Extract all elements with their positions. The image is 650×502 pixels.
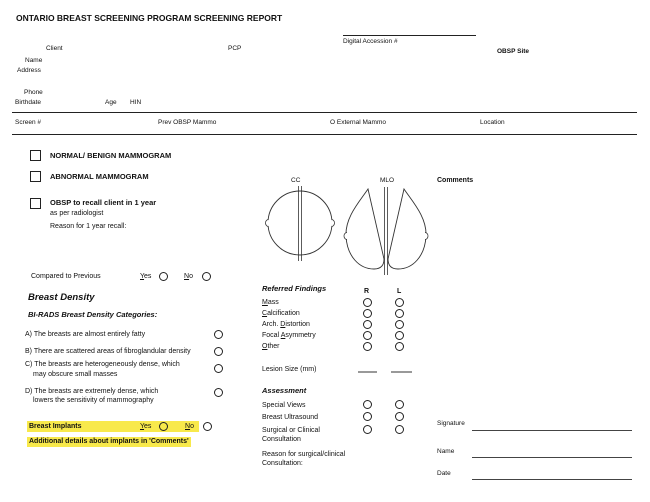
implants-yes-underline: Y	[140, 423, 145, 430]
finding-arch-distortion-left-radio[interactable]	[395, 320, 404, 329]
implants-yes-label	[140, 423, 151, 431]
screen-bar-bottom-rule	[12, 134, 637, 135]
density-option-b-radio[interactable]	[214, 347, 223, 356]
breast-density-title: Breast Density	[28, 292, 95, 303]
implants-yes-rest: es	[144, 423, 152, 430]
recall-checkbox[interactable]	[30, 198, 41, 209]
finding-arch-distortion-right-radio[interactable]	[363, 320, 372, 329]
surgical-consultation-right-radio[interactable]	[363, 425, 372, 434]
mlo-right-breast-outline	[388, 189, 426, 269]
finding-arch-distortion-rest: istortion	[285, 321, 310, 328]
prev-obsp-mammo-label: Prev OBSP Mammo	[158, 119, 217, 126]
abnormal-label: ABNORMAL MAMMOGRAM	[50, 172, 149, 181]
finding-mass-left-radio[interactable]	[395, 298, 404, 307]
finding-other-rest: ther	[267, 343, 280, 350]
lesion-size-right-field[interactable]	[358, 371, 377, 373]
implants-no-radio[interactable]	[203, 422, 212, 431]
density-option-c-radio[interactable]	[214, 364, 223, 373]
density-option-c-label-line1: C) The breasts are heterogeneously dense, which	[25, 361, 180, 368]
referred-left-column-header: L	[397, 288, 402, 295]
density-option-a-label: A) The breasts are almost entirely fatty	[25, 331, 146, 338]
referred-right-column-header: R	[364, 288, 370, 295]
compared-yes-underline: Y	[140, 273, 145, 280]
name-label: Name	[25, 57, 43, 64]
finding-focal-asymmetry-underline: A	[280, 332, 286, 339]
breast-ultrasound-left-radio[interactable]	[395, 412, 404, 421]
surgical-consultation-left-radio[interactable]	[395, 425, 404, 434]
implants-no-rest: o	[190, 423, 194, 430]
finding-focal-asymmetry-rest: symmetry	[285, 332, 316, 339]
density-option-d-radio[interactable]	[214, 388, 223, 397]
compared-yes-radio[interactable]	[159, 272, 168, 281]
age-label: Age	[105, 99, 117, 106]
finding-mass-label	[262, 299, 279, 307]
mlo-left-breast-outline	[346, 189, 384, 269]
surgical-consultation-label-line2: Consultation	[262, 436, 301, 443]
compared-to-previous-label: Compared to Previous	[31, 273, 101, 280]
birads-subtitle: BI-RADS Breast Density Categories:	[28, 310, 158, 319]
breast-implants-label: Breast Implants	[29, 423, 82, 430]
digital-accession-line[interactable]	[343, 35, 476, 36]
signature-line[interactable]	[472, 430, 632, 431]
finding-arch-distortion-label	[262, 321, 310, 329]
name-signoff-label: Name	[437, 448, 455, 455]
cc-breast-outline	[268, 191, 332, 255]
finding-mass-underline: M	[262, 299, 268, 306]
client-label: Client	[46, 45, 63, 52]
surgical-reason-label-line2: Consultation:	[262, 460, 303, 467]
finding-other-left-radio[interactable]	[395, 342, 404, 351]
location-label: Location	[480, 119, 505, 126]
compared-yes-label	[140, 273, 151, 281]
compared-no-underline: N	[184, 273, 190, 280]
compared-no-radio[interactable]	[202, 272, 211, 281]
compared-yes-rest: es	[144, 273, 152, 280]
screen-bar-top-rule	[12, 112, 637, 113]
normal-benign-checkbox[interactable]	[30, 150, 41, 161]
external-mammo-label: O External Mammo	[330, 119, 386, 126]
referred-findings-title: Referred Findings	[262, 284, 327, 293]
finding-other-right-radio[interactable]	[363, 342, 372, 351]
pcp-label: PCP	[228, 45, 242, 52]
hin-label: HIN	[130, 99, 142, 106]
special-views-label: Special Views	[262, 402, 306, 409]
implants-note: Additional details about implants in 'Comments'	[27, 437, 191, 447]
recall-label: OBSP to recall client in 1 year	[50, 198, 157, 207]
birthdate-label: Birthdate	[15, 99, 42, 106]
implants-no-label	[185, 423, 194, 431]
address-label: Address	[17, 67, 41, 74]
mammogram-diagrams	[255, 170, 445, 282]
finding-calcification-label	[262, 310, 300, 318]
density-option-b-label: B) There are scattered areas of fibroglandular density	[25, 348, 191, 355]
cc-left-nipple-marker	[266, 220, 269, 227]
date-line[interactable]	[472, 479, 632, 480]
recall-reason-label: Reason for 1 year recall:	[50, 223, 127, 230]
cc-right-nipple-marker	[332, 220, 335, 227]
finding-focal-asymmetry-left-radio[interactable]	[395, 331, 404, 340]
surgical-consultation-label-line1: Surgical or Clinical	[262, 427, 320, 434]
finding-mass-right-radio[interactable]	[363, 298, 372, 307]
mlo-right-nipple-marker	[425, 233, 428, 240]
finding-calcification-underline: C	[262, 310, 268, 317]
implants-yes-radio[interactable]	[159, 422, 168, 431]
digital-accession-label: Digital Accession #	[343, 38, 398, 45]
special-views-left-radio[interactable]	[395, 400, 404, 409]
density-option-d-label-line2: lowers the sensitivity of mammography	[33, 397, 154, 404]
density-option-a-radio[interactable]	[214, 330, 223, 339]
assessment-title: Assessment	[262, 386, 307, 395]
finding-focal-asymmetry-pre: Focal	[262, 332, 281, 339]
lesion-size-label: Lesion Size (mm)	[262, 366, 317, 373]
finding-calcification-left-radio[interactable]	[395, 309, 404, 318]
name-line[interactable]	[472, 457, 632, 458]
normal-benign-label: NORMAL/ BENIGN MAMMOGRAM	[50, 151, 172, 160]
date-label: Date	[437, 470, 451, 477]
comments-label: Comments	[437, 177, 474, 184]
compared-no-rest: o	[189, 273, 193, 280]
surgical-reason-label-line1: Reason for surgical/clinical	[262, 451, 346, 458]
density-option-d-label-line1: D) The breasts are extremely dense, which	[25, 388, 159, 395]
finding-focal-asymmetry-label	[262, 332, 316, 340]
breast-ultrasound-label: Breast Ultrasound	[262, 414, 319, 421]
implants-no-underline: N	[185, 423, 191, 430]
mlo-view-label: MLO	[380, 177, 395, 184]
page-title: ONTARIO BREAST SCREENING PROGRAM SCREENING REPORT	[16, 13, 283, 23]
finding-other-underline: O	[262, 343, 268, 350]
obsp-site-label: OBSP Site	[497, 48, 530, 55]
phone-label: Phone	[24, 89, 43, 96]
finding-mass-rest: ass	[267, 299, 279, 306]
finding-arch-distortion-pre: Arch.	[262, 321, 281, 328]
special-views-right-radio[interactable]	[363, 400, 372, 409]
density-option-c-label-line2: may obscure small masses	[33, 371, 118, 378]
recall-sub-label: as per radiologist	[50, 210, 104, 217]
finding-arch-distortion-underline: D	[280, 321, 286, 328]
finding-focal-asymmetry-right-radio[interactable]	[363, 331, 372, 340]
signature-label: Signature	[437, 420, 465, 427]
cc-view-label: CC	[291, 177, 301, 184]
breast-ultrasound-right-radio[interactable]	[363, 412, 372, 421]
lesion-size-left-field[interactable]	[391, 371, 412, 373]
screen-number-label: Screen #	[15, 119, 42, 126]
finding-calcification-rest: alcification	[267, 310, 300, 317]
finding-calcification-right-radio[interactable]	[363, 309, 372, 318]
finding-other-label	[262, 343, 280, 351]
mlo-left-nipple-marker	[344, 233, 347, 240]
compared-no-label	[184, 273, 193, 281]
abnormal-checkbox[interactable]	[30, 171, 41, 182]
